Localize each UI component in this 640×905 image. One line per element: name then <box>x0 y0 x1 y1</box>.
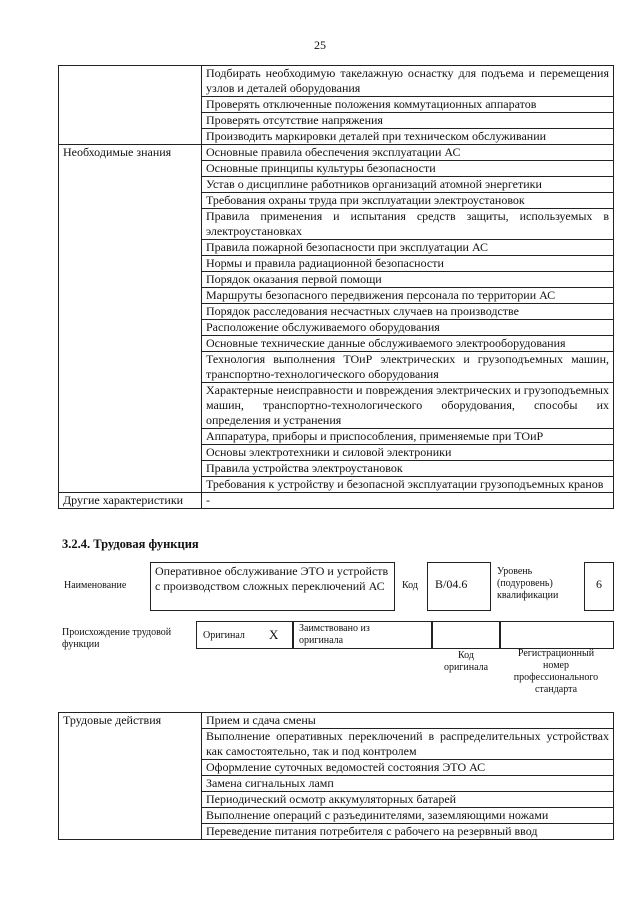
labor-action-item: Оформление суточных ведомостей состояния ЭТО АС <box>202 760 614 776</box>
origin-borrowed-cell <box>292 621 433 649</box>
skill-item: Проверять отсутствие напряжения <box>202 113 614 129</box>
section-heading: 3.2.4. Трудовая функция <box>62 537 199 551</box>
level-label: Уровень (подуровень) квалификации <box>497 566 559 601</box>
code-caption: Код оригинала <box>443 650 489 673</box>
table-row <box>59 66 614 97</box>
name-box <box>150 562 395 611</box>
origin-reg-cell <box>499 621 614 649</box>
skills-knowledge-table <box>58 65 614 509</box>
skill-item: Производить маркировки деталей при техническом обслуживании <box>202 129 614 145</box>
labor-action-item: Прием и сдача смены <box>202 713 614 729</box>
empty-label-cell <box>59 66 202 145</box>
origin-code-cell <box>431 621 501 649</box>
knowledge-item: Основы электротехники и силовой электроники <box>202 445 614 461</box>
knowledge-item: Требования к устройству и безопасной эксплуатации грузоподъемных кранов <box>202 477 614 493</box>
original-label: Оригинал <box>203 630 245 641</box>
table-row <box>59 713 614 729</box>
name-value: Оперативное обслуживание ЭТО и устройств с производством сложных переключений АС <box>155 564 389 593</box>
level-value: 6 <box>596 577 602 591</box>
knowledge-label: Необходимые знания <box>59 145 202 493</box>
knowledge-item: Технология выполнения ТОиР электрических и грузоподъемных машин, транспортно-технологического оборудования <box>202 352 614 383</box>
code-value: B/04.6 <box>435 577 468 591</box>
code-box <box>427 562 491 611</box>
origin-label: Происхождение трудовой функции <box>62 627 172 650</box>
knowledge-item: Основные технические данные обслуживаемого электрооборудования <box>202 336 614 352</box>
other-value: - <box>202 493 614 509</box>
knowledge-item: Нормы и правила радиационной безопасности <box>202 256 614 272</box>
labor-action-item: Выполнение оперативных переключений в распределительных устройствах как самостоятельно, так и под контролем <box>202 729 614 760</box>
knowledge-item: Устав о дисциплине работников организаций атомной энергетики <box>202 177 614 193</box>
labor-actions-label: Трудовые действия <box>59 713 202 840</box>
knowledge-item: Правила применения и испытания средств защиты, используемых в электроустановках <box>202 209 614 240</box>
table-row <box>59 493 614 509</box>
knowledge-item: Требования охраны труда при эксплуатации электроустановок <box>202 193 614 209</box>
knowledge-item: Основные принципы культуры безопасности <box>202 161 614 177</box>
labor-action-item: Замена сигнальных ламп <box>202 776 614 792</box>
knowledge-item: Основные правила обеспечения эксплуатации АС <box>202 145 614 161</box>
knowledge-item: Правила пожарной безопасности при эксплуатации АС <box>202 240 614 256</box>
knowledge-item: Маршруты безопасного передвижения персонала по территории АС <box>202 288 614 304</box>
labor-action-item: Переведение питания потребителя с рабочего на резервный ввод <box>202 824 614 840</box>
name-label: Наименование <box>64 580 127 591</box>
code-label: Код <box>402 580 418 591</box>
page-number: 25 <box>314 38 326 52</box>
skill-item: Подбирать необходимую такелажную оснастку для подъема и перемещения узлов и деталей оборудования <box>202 66 614 97</box>
knowledge-item: Правила устройства электроустановок <box>202 461 614 477</box>
knowledge-item: Характерные неисправности и повреждения электрических и грузоподъемных машин, транспортно-технологического оборудования, способы их определения и устранения <box>202 383 614 429</box>
original-mark: X <box>269 627 279 642</box>
knowledge-item: Аппаратура, приборы и приспособления, применяемые при ТОиР <box>202 429 614 445</box>
other-label: Другие характеристики <box>59 493 202 509</box>
table-row <box>59 145 614 161</box>
reg-caption: Регистрационный номер профессионального стандарта <box>513 648 599 695</box>
origin-original-cell <box>196 621 294 649</box>
knowledge-item: Порядок оказания первой помощи <box>202 272 614 288</box>
level-box <box>584 562 614 611</box>
labor-action-item: Периодический осмотр аккумуляторных батарей <box>202 792 614 808</box>
skill-item: Проверять отключенные положения коммутационных аппаратов <box>202 97 614 113</box>
labor-action-item: Выполнение операций с разъединителями, заземляющими ножами <box>202 808 614 824</box>
borrowed-label: Заимствовано из оригинала <box>299 623 370 646</box>
labor-actions-table <box>58 712 614 840</box>
knowledge-item: Порядок расследования несчастных случаев на производстве <box>202 304 614 320</box>
knowledge-item: Расположение обслуживаемого оборудования <box>202 320 614 336</box>
